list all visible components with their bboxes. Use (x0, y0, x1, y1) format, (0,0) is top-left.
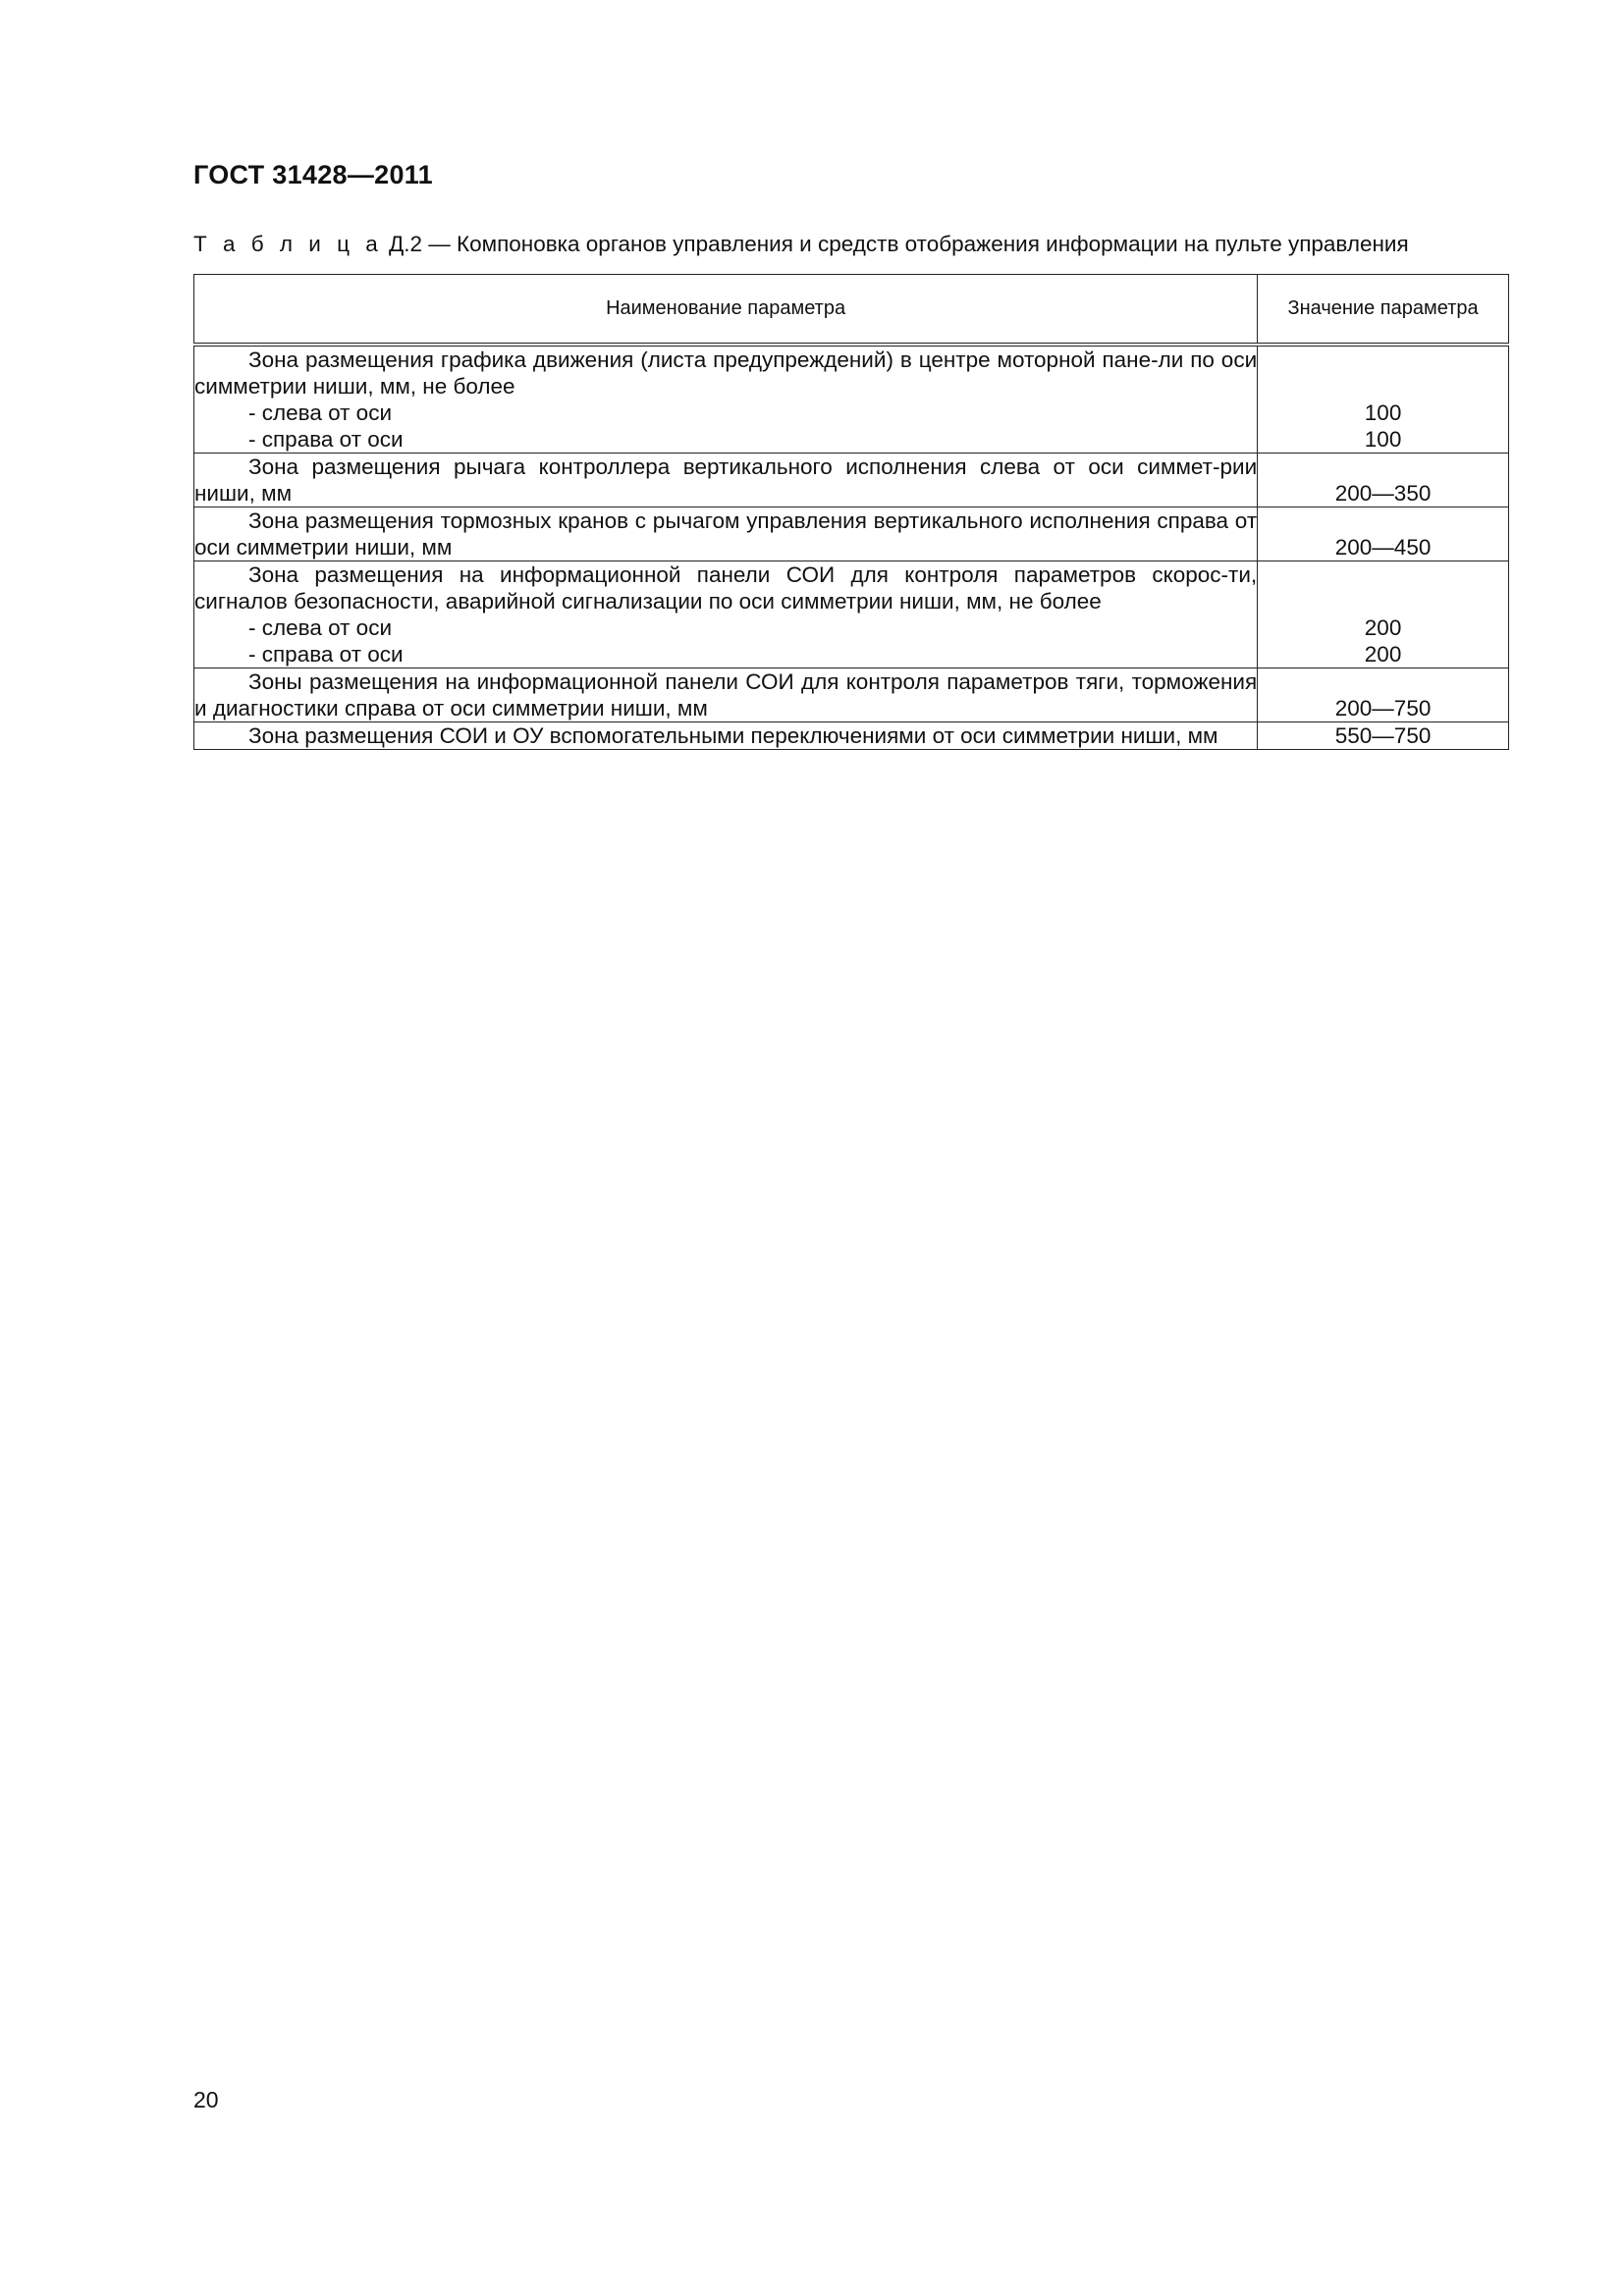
row-text: Зоны размещения на информационной панели СОИ для контроля параметров тяги, торможения и диагностики справа от оси симметрии ниши, мм (194, 669, 1258, 721)
row-sub-item: - справа от оси (248, 642, 404, 667)
table-row (194, 345, 1509, 454)
row-value: 200 (1364, 615, 1402, 640)
parameters-table (193, 274, 1509, 750)
table-row (194, 454, 1509, 507)
row-value: 200—350 (1334, 481, 1432, 506)
row-value: 100 (1364, 427, 1402, 452)
table-row (194, 507, 1509, 561)
table-header-row (194, 275, 1509, 346)
row-sub-item: - слева от оси (248, 615, 393, 640)
row-value-cell (1258, 561, 1509, 668)
row-name-cell (194, 722, 1258, 750)
row-name-cell (194, 345, 1258, 454)
table-caption-label: Т а б л и ц а (193, 232, 383, 256)
row-value: 200 (1364, 642, 1402, 667)
table-row (194, 561, 1509, 668)
row-sub-item: - справа от оси (248, 427, 404, 452)
header-parameter-name: Наименование параметра (194, 275, 1258, 346)
row-value-cell (1258, 454, 1509, 507)
row-name-cell (194, 561, 1258, 668)
row-name-cell (194, 668, 1258, 722)
row-value-cell (1258, 722, 1509, 750)
row-value: 550—750 (1334, 723, 1432, 748)
table-caption (193, 232, 1409, 257)
row-value: 100 (1364, 400, 1402, 425)
table-row (194, 668, 1509, 722)
table-row (194, 722, 1509, 750)
row-value-cell (1258, 668, 1509, 722)
row-text: Зона размещения тормозных кранов с рычагом управления вертикального исполнения справа от оси симметрии ниши, мм (194, 508, 1258, 560)
row-text: Зона размещения рычага контроллера вертикального исполнения слева от оси симмет-рии ниши, мм (194, 454, 1258, 506)
row-text: Зона размещения графика движения (листа предупреждений) в центре моторной пане-ли по оси симметрии ниши, мм, не более (194, 347, 1258, 399)
row-value: 200—450 (1334, 535, 1432, 560)
document-code: ГОСТ 31428—2011 (193, 160, 433, 189)
row-sub-item: - слева от оси (248, 400, 393, 425)
header-parameter-value: Значение параметра (1258, 275, 1509, 346)
row-value-cell (1258, 507, 1509, 561)
row-text: Зона размещения на информационной панели СОИ для контроля параметров скорос-ти, сигналов безопасности, аварийной сигнализации по оси симметрии ниши, мм, не более (194, 562, 1258, 614)
row-value-cell (1258, 345, 1509, 454)
row-text: Зона размещения СОИ и ОУ вспомогательными переключениями от оси симметрии ниши, мм (248, 723, 1218, 748)
row-value: 200—750 (1334, 696, 1432, 721)
row-name-cell (194, 507, 1258, 561)
row-name-cell (194, 454, 1258, 507)
page-number: 20 (193, 2087, 219, 2112)
table-caption-title: Д.2 — Компоновка органов управления и средств отображения информации на пульте управления (382, 232, 1409, 256)
